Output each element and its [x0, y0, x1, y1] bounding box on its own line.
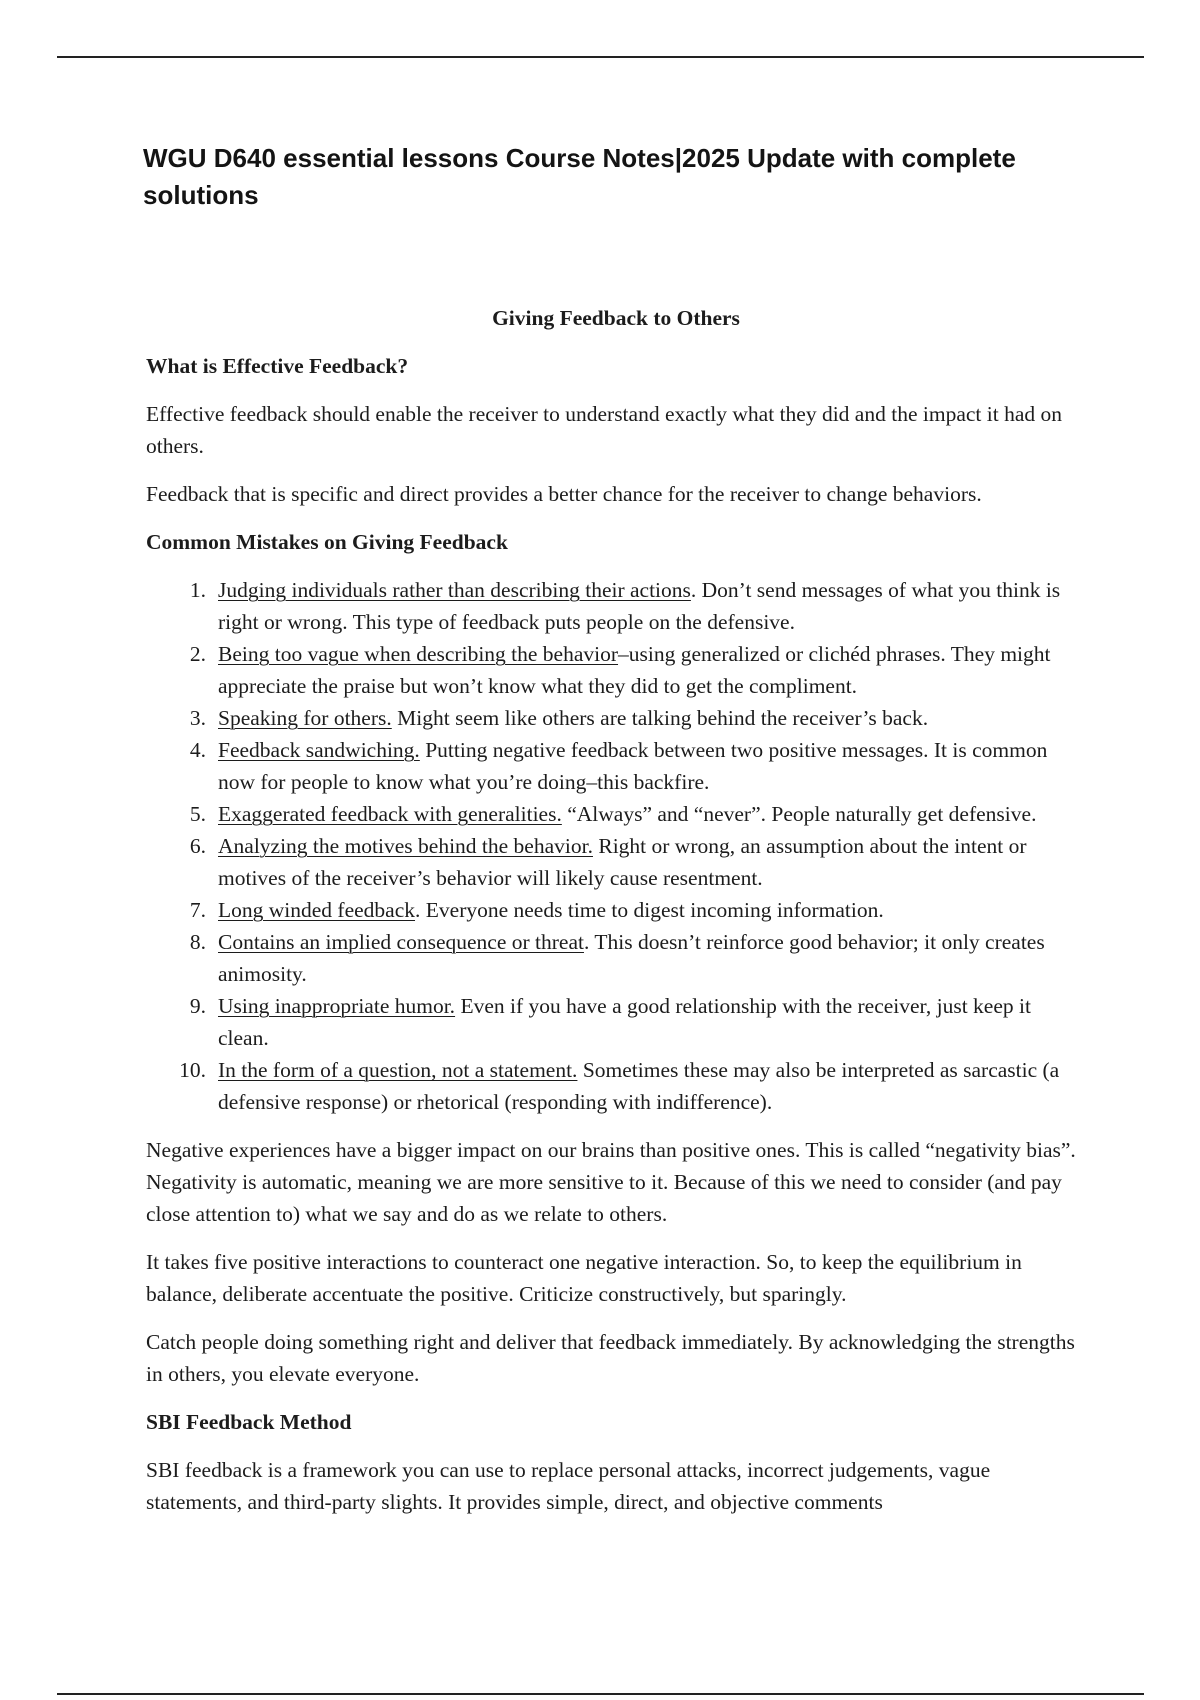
mistake-description: Right or wrong, an assumption about the intent or motives of the receiver’s behavior will likely cause resentment.	[218, 834, 1027, 890]
mistake-description: Might seem like others are talking behind the receiver’s back.	[391, 706, 929, 730]
mistake-description: . This doesn’t reinforce good behavior; it only creates animosity.	[218, 930, 1045, 986]
effective-paragraph-2: Feedback that is specific and direct provides a better chance for the receiver to change behaviors.	[146, 482, 982, 506]
negativity-bias-paragraph: Negative experiences have a bigger impact on our brains than positive ones. This is called “negativity bias”. Negativity is automatic, meaning we are more sensitive to it. Because of this we need to consider (and pay close attention to) what we say and do as we relate to others.	[146, 1138, 1076, 1226]
sbi-heading: SBI Feedback Method	[146, 1410, 352, 1434]
list-item	[146, 574, 1086, 638]
effective-feedback-heading: What is Effective Feedback?	[146, 354, 409, 378]
mistake-term: Judging individuals rather than describing their actions	[218, 578, 691, 602]
mistake-term: Feedback sandwiching.	[218, 738, 420, 762]
list-item	[146, 830, 1086, 894]
mistakes-list	[146, 574, 1086, 1118]
mistake-term: Speaking for others.	[218, 706, 392, 730]
five-positive-paragraph: It takes five positive interactions to counteract one negative interaction. So, to keep the equilibrium in balance, deliberate accentuate the positive. Criticize constructively, but sparingly.	[146, 1250, 1022, 1306]
mistake-description: Sometimes these may also be interpreted as sarcastic (a defensive response) or rhetorical (responding with indifference).	[218, 1058, 1060, 1114]
list-number: 4.	[189, 738, 206, 762]
mistake-description: –using generalized or clichéd phrases. They might appreciate the praise but won’t know what they did to get the compliment.	[218, 642, 1051, 698]
mistake-term: Being too vague when describing the behavior	[218, 642, 619, 666]
mistake-term: Analyzing the motives behind the behavior.	[218, 834, 593, 858]
list-number: 6.	[189, 834, 206, 858]
list-number: 5.	[189, 802, 206, 826]
list-item	[146, 990, 1086, 1054]
mistake-term: Exaggerated feedback with generalities.	[218, 802, 562, 826]
section-title: Giving Feedback to Others	[492, 306, 740, 330]
mistake-term: Using inappropriate humor.	[218, 994, 456, 1018]
list-item	[146, 798, 1086, 830]
mistake-description: “Always” and “never”. People naturally get defensive.	[561, 802, 1037, 826]
list-item	[146, 638, 1086, 702]
list-item	[146, 894, 1086, 926]
list-number: 8.	[189, 930, 206, 954]
mistake-description: . Don’t send messages of what you think is right or wrong. This type of feedback puts people on the defensive.	[218, 578, 1061, 634]
mistake-description: . Everyone needs time to digest incoming information.	[415, 898, 884, 922]
list-item	[146, 702, 1086, 734]
sbi-paragraph: SBI feedback is a framework you can use to replace personal attacks, incorrect judgements, vague statements, and third-party slights. It provides simple, direct, and objective comments	[146, 1458, 991, 1514]
list-number: 7.	[189, 898, 206, 922]
catch-people-paragraph: Catch people doing something right and deliver that feedback immediately. By acknowledging the strengths in others, you elevate everyone.	[146, 1330, 1075, 1386]
effective-paragraph-1: Effective feedback should enable the receiver to understand exactly what they did and the impact it had on others.	[146, 402, 1062, 458]
document-title: WGU D640 essential lessons Course Notes|2025 Update with complete solutions	[143, 143, 1016, 210]
list-number: 1.	[189, 578, 206, 602]
list-number: 2.	[189, 642, 206, 666]
list-number: 10.	[179, 1058, 206, 1082]
list-number: 3.	[189, 706, 206, 730]
mistake-term: In the form of a question, not a statement.	[218, 1058, 578, 1082]
list-item	[146, 734, 1086, 798]
list-number: 9.	[189, 994, 206, 1018]
mistake-description: Putting negative feedback between two positive messages. It is common now for people to know what you’re doing–this backfire.	[218, 738, 1048, 794]
list-item	[146, 1054, 1086, 1118]
mistake-term: Contains an implied consequence or threat	[218, 930, 584, 954]
header-rule	[57, 56, 1144, 58]
common-mistakes-heading: Common Mistakes on Giving Feedback	[146, 530, 508, 554]
list-item	[146, 926, 1086, 990]
mistake-description: Even if you have a good relationship with the receiver, just keep it clean.	[218, 994, 1031, 1050]
mistake-term: Long winded feedback	[218, 898, 416, 922]
document-body	[146, 302, 1086, 1534]
footer-rule	[57, 1693, 1144, 1695]
